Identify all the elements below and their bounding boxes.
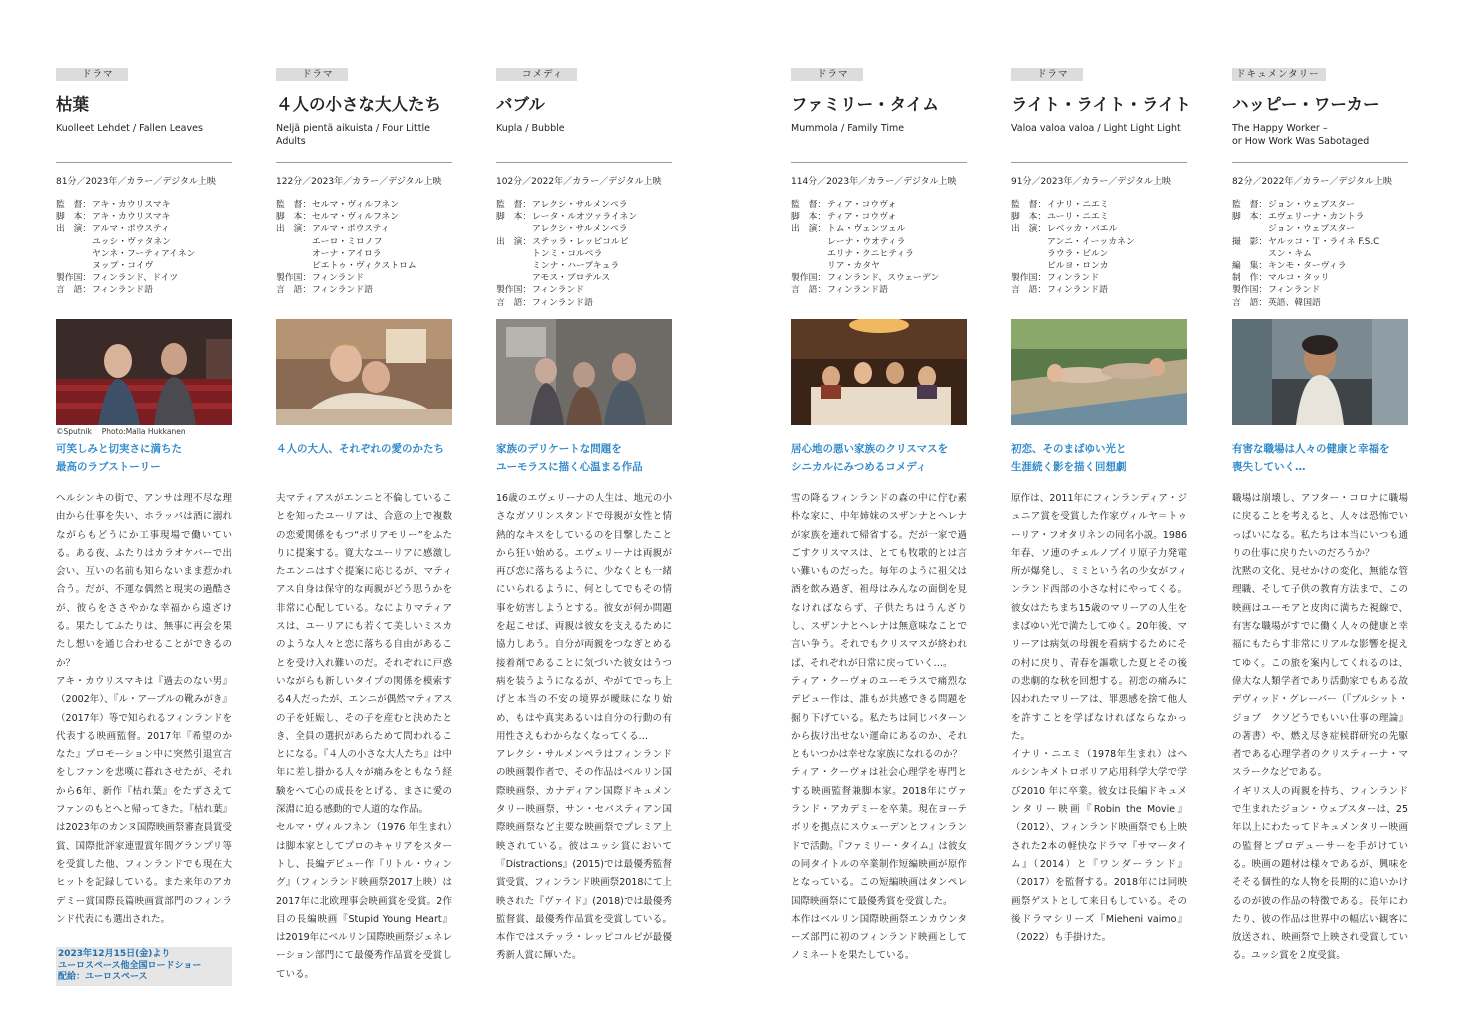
credit-row bbox=[1011, 223, 1187, 272]
credit-row bbox=[496, 236, 672, 285]
credit-label: 脚 本： bbox=[791, 212, 827, 223]
film-spec: 81分／2023年／カラー／デジタル上映 bbox=[56, 177, 216, 187]
credit-value: セルマ・ヴィルフネン bbox=[312, 212, 400, 223]
credit-label: 編 集： bbox=[1232, 261, 1268, 272]
credits bbox=[1011, 199, 1187, 319]
credit-value: イナリ・ニエミ bbox=[1047, 200, 1109, 210]
film-spec: 91分／2023年／カラー／デジタル上映 bbox=[1011, 177, 1171, 187]
film-column-5 bbox=[1011, 62, 1192, 947]
film-column-3 bbox=[496, 62, 672, 966]
credit-label: 言 語： bbox=[791, 285, 827, 296]
original-title: Kupla / Bubble bbox=[496, 123, 565, 134]
credit-label: 監 督： bbox=[276, 200, 312, 210]
credit-row bbox=[1232, 236, 1408, 260]
credit-value: アキ・カウリスマキ bbox=[92, 212, 171, 223]
synopsis bbox=[791, 490, 967, 966]
credit-label: 脚 本： bbox=[1011, 212, 1047, 223]
film-photo bbox=[1011, 319, 1187, 425]
synopsis-paragraph: イナリ・ニエミ（1978年生まれ）はヘルシンキメトロポリア応用科学大学で学び2010 年に卒業。彼女は長編ドキュメンタリー映画『Robin the Movie』（2012）、フィンランド映画祭でも上映された2本の軽快なドラマ『サマータイム』（2014）と『ワンダーランド』（2017）を監督する。2018年には同映画祭ゲストとして来日もしている。その後ドラマシリーズ『Mieheni vaimo』（2022）も手掛けた。 bbox=[1011, 749, 1187, 944]
credit-label: 監 督： bbox=[1232, 200, 1268, 210]
genre-label: ドキュメンタリー bbox=[1232, 68, 1326, 81]
credit-value: トム・ヴェンツェル レーナ・ウオティラ エリナ・クニヒティラ リア・カタヤ bbox=[827, 224, 914, 272]
film-title: ライト・ライト・ライト bbox=[1011, 95, 1192, 114]
credit-value: アキ・カウリスマキ bbox=[92, 200, 171, 210]
film-spec: 102分／2022年／カラー／デジタル上映 bbox=[496, 177, 662, 187]
synopsis-paragraph: 職場は崩壊し、アフター・コロナに職場に戻ることを考えると、人々は恐怖でいっぱいになる。私たちは本当にいつも通りの仕事に戻りたいのだろうか？ bbox=[1232, 493, 1408, 559]
synopsis-paragraph: アキ・カウリスマキは『過去のない男』（2002年）、『ル・アーブルの靴みがき』（2017年）等で知られるフィンランドを代表する映画監督。2017年『希望のかなた』プロモーション中に突然引退宣言をしファンを悲嘆に暮れさせたが、それから6年、新作『枯れ葉』をたずさえてファンのもとへと帰ってきた。『枯れ葉』は2023年のカンヌ国際映画祭審査員賞受賞、国際批評家連盟賞年間グランプリ等を受賞した他、フィンランドでも現在大ヒットを記録している。また来年のアカデミー賞国際長篇映画賞部門のフィンランド代表にも選出された。 bbox=[56, 675, 232, 925]
synopsis-paragraph: イギリス人の両親を持ち、フィンランドで生まれたジョン・ウェブスターは、25年以上にわたってドキュメンタリー映画の監督とプロデューサーを手がけている。映画の題材は様々であるが、興味をそそる個性的な人物を長期的に追いかけるのが彼の作品の特徴である。長年にわたり、彼の作品は世界中の幅広い観客に放送され、映画祭で上映され受賞している。ユッシ賞を２度受賞。 bbox=[1232, 785, 1408, 962]
credit-value: 英語、韓国語 bbox=[1268, 297, 1321, 308]
credit-label: 言 語： bbox=[496, 297, 532, 308]
credits bbox=[496, 199, 672, 319]
original-title: Kuolleet Lehdet / Fallen Leaves bbox=[56, 123, 203, 134]
credit-value: フィンランド bbox=[312, 273, 365, 284]
synopsis-paragraph: ティア・クーヴォのユーモラスで痛烈なデビュー作は、誰もが共感できる問題を掘り下げている。私たちは同じパターンから抜け出せない運命にあるのか、それともいつかは幸せな家族になれるのか？ bbox=[791, 675, 967, 761]
divider bbox=[791, 162, 967, 163]
credit-value: セルマ・ヴィルフネン bbox=[312, 200, 400, 210]
genre-label: ドラマ bbox=[276, 68, 348, 81]
synopsis bbox=[276, 490, 452, 984]
credit-row bbox=[791, 199, 967, 211]
credit-label: 出 演： bbox=[56, 224, 92, 235]
credit-label: 言 語： bbox=[1011, 285, 1047, 296]
credit-value: マルコ・タッリ bbox=[1268, 273, 1330, 284]
synopsis-paragraph: 雪の降るフィンランドの森の中に佇む素朴な家に、中年姉妹のスザンナとヘレナが家族を連れて帰省する。だが一家で過ごすクリスマスは、とても牧歌的とは言い難いものだった。毎年のように祖父は酒を飲み過ぎ、祖母はみんなの面倒を見なければならず、子供たちはうんざりし、スザンナとヘレナは無意味なことで言い争う。それでもクリスマスが終われば、それぞれが日常に戻っていく…。 bbox=[791, 493, 967, 669]
film-title: ファミリー・タイム bbox=[791, 95, 939, 114]
photo-credit bbox=[791, 427, 967, 441]
film-spec: 114分／2023年／カラー／デジタル上映 bbox=[791, 177, 957, 187]
lead-headline: 居心地の悪い家族のクリスマスを シニカルにみつめるコメディ bbox=[791, 443, 949, 473]
genre-label: コメディ bbox=[496, 68, 577, 81]
credit-row bbox=[1232, 211, 1408, 235]
credit-label: 出 演： bbox=[276, 224, 312, 235]
original-title: Mummola / Family Time bbox=[791, 123, 905, 134]
credit-value: ヤルッコ・Ｔ・ライネ F.S.C スン・キム bbox=[1268, 236, 1380, 259]
divider bbox=[276, 162, 452, 163]
release-info: 2023年12月15日(金)より ユーロスペース他全国ロードショー 配給：ユーロスペース bbox=[56, 947, 232, 986]
credit-row bbox=[276, 199, 452, 211]
synopsis bbox=[1232, 490, 1408, 966]
film-title: ハッピー・ワーカー bbox=[1232, 95, 1380, 114]
credit-value: ステッラ・レッピコルピ トンミ・コルペラ ミンナ・ハープキュラ アモス・ブロテルス bbox=[532, 236, 629, 284]
credit-value: フィンランド bbox=[532, 285, 585, 296]
synopsis-paragraph: ヘルシンキの街で、アンサは理不尽な理由から仕事を失い、ホラッパは酒に溺れながらもどうにか工事現場で働いている。ある夜、ふたりはカラオケバーで出会い、互いの名前も知らないまま惹かれ合う。だが、不運な偶然と現実の過酷さが、彼らをささやかな幸福から遠ざける。果たしてふたりは、無事に再会を果たし想いを通じ合わせることができるのか？ bbox=[56, 493, 232, 669]
credit-value: ユーリ・ニエミ bbox=[1047, 212, 1109, 223]
film-title: バブル bbox=[496, 95, 545, 114]
synopsis-paragraph: セルマ・ヴィルフネン（1976 年生まれ）は脚本家としてプロのキャリアをスタートし、長編デビュー作『リトル・ウィング』（フィンランド映画祭2017上映）は2017年に北欧理事会映画賞を受賞。2作目の長編映画『Stupid Young Heart』は2019年にベルリン国際映画祭ジェネレーション部門にて最優秀作品賞を受賞している。 bbox=[276, 822, 452, 980]
film-photo bbox=[496, 319, 672, 425]
photo-credit bbox=[1011, 427, 1187, 441]
credit-label: 制 作： bbox=[1232, 273, 1268, 284]
film-photo bbox=[56, 319, 232, 425]
genre-label: ドラマ bbox=[1011, 68, 1083, 81]
synopsis bbox=[56, 490, 232, 929]
film-photo bbox=[1232, 319, 1408, 425]
credit-row bbox=[1232, 260, 1408, 272]
credit-row bbox=[276, 211, 452, 223]
credit-value: フィンランド bbox=[1047, 273, 1100, 284]
original-title: Valoa valoa valoa / Light Light Light bbox=[1011, 123, 1181, 134]
film-title: 枯葉 bbox=[56, 95, 89, 114]
credit-label: 監 督： bbox=[496, 200, 532, 210]
credit-value: ジョン・ウェブスター bbox=[1268, 200, 1356, 210]
film-column-1 bbox=[56, 62, 232, 986]
credit-value: レベッカ・バエル アンニ・イーッカネン ラウラ・ビルン ピルヨ・ロンカ bbox=[1047, 224, 1135, 272]
credit-row bbox=[276, 223, 452, 272]
synopsis bbox=[1011, 490, 1187, 947]
credit-value: キンモ・ターヴィラ bbox=[1268, 261, 1347, 272]
credit-label: 脚 本： bbox=[276, 212, 312, 223]
synopsis-paragraph: 原作は、2011年にフィンランディア・ジュニア賞を受賞した作家ヴィルヤ＝トゥーリア・フオタリネンの同名小説。1986年春、ソ連のチェルノブイリ原子力発電所が爆発し、ミミという名の少女がフィンランド西部の小さな村にやってくる。彼女はたちまち15歳のマリーアの人生をまばゆい光で満たしてゆく。20年後、マリーアは病気の母親を看病するためにその村に戻り、青春を謳歌した夏とその後の悲劇的な秋を回想する。初恋の痛みに囚われたマリーアは、罪悪感を捨て他人を許すことを学ばなければならなかった。 bbox=[1011, 493, 1187, 742]
genre-label: ドラマ bbox=[56, 68, 128, 81]
synopsis-paragraph: アレクシ・サルメンペラはフィンランドの映画製作者で、その作品はベルリン国際映画祭、カナディアン国際ドキュメンタリー映画祭、サン・セバスティアン国際映画祭など主要な映画祭でプレミア上映されている。彼はユッシ賞において『Distractions』(2015)では最優秀監督賞受賞、フィンランド映画祭2018にて上映された『ヴァイド』(2018)では最優秀監督賞、最優秀作品賞を受賞している。本作ではステッラ・レッピコルピが最優秀新人賞に輝いた。 bbox=[496, 749, 672, 962]
credit-label: 撮 影： bbox=[1232, 236, 1268, 247]
credit-row bbox=[496, 199, 672, 211]
film-column-6 bbox=[1232, 62, 1408, 966]
credit-row bbox=[56, 284, 232, 296]
film-title: ４人の小さな大人たち bbox=[276, 95, 441, 114]
photo-credit bbox=[1232, 427, 1408, 441]
credit-row bbox=[1232, 297, 1408, 309]
credit-label: 出 演： bbox=[791, 224, 827, 235]
synopsis-paragraph: 16歳のエヴェリーナの人生は、地元の小さなガソリンスタンドで母親が女性と情熱的なキスをしているのを目撃したことから狂い始める。エヴェリーナは両親が再び恋に落ちるように、少なくとも一緒にいられるように、何としてでもその情事を妨害しようとする。彼女が何か問題を起こせば、両親は彼女を支えるために協力しあう。自分が両親をつなぎとめる接着剤であることに気づいた彼女はうつ病を装うようになるが、やがてでっち上げと本当の不安の境界が曖昧になり始め、もはや真実あるいは自分の行動の有用性さえもわからなくなってくる… bbox=[496, 493, 672, 742]
credits bbox=[1232, 199, 1408, 319]
synopsis-paragraph: 本作はベルリン国際映画祭エンカウンターズ部門に初のフィンランド映画としてノミネートを果たしている。 bbox=[791, 913, 967, 962]
credit-label: 脚 本： bbox=[56, 212, 92, 223]
credit-row bbox=[1011, 211, 1187, 223]
divider bbox=[1011, 162, 1187, 163]
synopsis-paragraph: 沈黙の文化、見せかけの変化、無能な管理職、そして子供の教育方法まで、この映画はユーモアと皮肉に満ちた視線で、有害な職場がすでに働く人々の健康と幸福にもたらす非常にリアルな影響を捉えてゆく。この旅を案内してくれるのは、偉大な人類学者であり活動家でもある故デヴィッド・グレーバー（『ブルシット・ジョブ クソどうでもいい仕事の理論』の著書）や、燃え尽き症候群研究の先駆者である心理学者のクリスティーナ・マスラークなどである。 bbox=[1232, 566, 1408, 779]
credit-row bbox=[1232, 199, 1408, 211]
credit-label: 製作国： bbox=[56, 273, 92, 284]
divider bbox=[1232, 162, 1408, 163]
credit-row bbox=[276, 272, 452, 284]
credit-row bbox=[1011, 272, 1187, 284]
film-photo bbox=[276, 319, 452, 425]
credits bbox=[276, 199, 452, 319]
photo-credit bbox=[276, 427, 452, 441]
credit-value: フィンランド bbox=[1268, 285, 1321, 296]
original-title: Neljä pientä aikuista / Four Little Adults bbox=[276, 123, 430, 147]
credit-row bbox=[56, 223, 232, 272]
credit-value: フィンランド語 bbox=[92, 285, 153, 296]
film-spec: 82分／2022年／カラー／デジタル上映 bbox=[1232, 177, 1392, 187]
lead-headline: 家族のデリケートな問題を ユーモラスに描く心温まる作品 bbox=[496, 443, 643, 473]
credit-row bbox=[496, 211, 672, 235]
credit-label: 製作国： bbox=[1232, 285, 1268, 296]
synopsis-paragraph: ティア・クーヴォは社会心理学を専門とする映画監督兼脚本家。2018年にヴァランド・アカデミーを卒業。現在ヨーテボリを拠点にスウェーデンとフィンランドで活動。『ファミリー・タイム』は彼女の同タイトルの卒業制作短編映画が原作となっている。この短編映画はタンペレ国際映画祭にて最優秀賞を受賞した。 bbox=[791, 767, 967, 907]
credit-label: 監 督： bbox=[791, 200, 827, 210]
lead-headline: 可笑しみと切実さに満ちた 最高のラブストーリー bbox=[56, 443, 182, 473]
credit-value: フィンランド、ドイツ bbox=[92, 273, 179, 284]
credit-row bbox=[496, 284, 672, 296]
credit-value: フィンランド語 bbox=[827, 285, 888, 296]
credit-row bbox=[56, 211, 232, 223]
credit-label: 言 語： bbox=[1232, 297, 1268, 308]
credit-row bbox=[276, 284, 452, 296]
credit-label: 製作国： bbox=[1011, 273, 1047, 284]
synopsis-paragraph: 夫マティアスがエンニと不倫していることを知ったユーリアは、合意の上で複数の恋愛関係をもつ“ポリアモリー”をふたりに提案する。寛大なユーリアに感激したエンニはすぐ提案に応じるが、マティアス自身は保守的な両親がどう思うかを非常に心配している。なによりマティアスは、ユーリアにも若くて美しいミスカのような人々と恋に落ちる自由があることを受け入れ難いのだ。それぞれに戸惑いながらも新しいタイプの関係を模索する4人だったが、エンニが偶然マティアスの子を妊娠し、その子を産むと決めたとき、全員の選択があらためて問われることになる。『４人の小さな大人たち』は中年に差し掛かる人々が痛みをともなう経験をへて心の成長をとげる、まさに愛の深淵に迫る感動的で人道的な作品。 bbox=[276, 493, 452, 816]
synopsis bbox=[496, 490, 672, 966]
credit-row bbox=[496, 297, 672, 309]
credit-row bbox=[56, 199, 232, 211]
credit-row bbox=[1232, 284, 1408, 296]
credit-row bbox=[1011, 199, 1187, 211]
credit-value: フィンランド語 bbox=[532, 297, 593, 308]
credit-label: 出 演： bbox=[1011, 224, 1047, 235]
film-column-2 bbox=[276, 62, 452, 984]
credit-label: 製作国： bbox=[276, 273, 312, 284]
credit-row bbox=[791, 211, 967, 223]
film-spec: 122分／2023年／カラー／デジタル上映 bbox=[276, 177, 442, 187]
credit-row bbox=[56, 272, 232, 284]
genre-label: ドラマ bbox=[791, 68, 863, 81]
credit-value: フィンランド語 bbox=[1047, 285, 1108, 296]
credit-label: 監 督： bbox=[56, 200, 92, 210]
lead-headline: ４人の大人、それぞれの愛のかたち bbox=[276, 443, 444, 455]
credit-label: 言 語： bbox=[276, 285, 312, 296]
credit-value: フィンランド、スウェーデン bbox=[827, 273, 940, 284]
credit-value: ティア・コウヴォ bbox=[827, 200, 897, 210]
original-title: The Happy Worker – or How Work Was Sabotaged bbox=[1232, 123, 1370, 147]
credit-value: レータ・ルオツァライネン アレクシ・サルメンペラ bbox=[532, 212, 638, 235]
credits bbox=[791, 199, 967, 319]
credit-label: 言 語： bbox=[56, 285, 92, 296]
credit-value: エヴェリーナ・カントラ ジョン・ウェブスター bbox=[1268, 212, 1365, 235]
lead-headline: 初恋、そのまばゆい光と 生涯続く影を描く回想劇 bbox=[1011, 443, 1127, 473]
credit-value: アレクシ・サルメンペラ bbox=[532, 200, 628, 210]
film-column-4 bbox=[791, 62, 967, 966]
credit-label: 出 演： bbox=[496, 236, 532, 247]
credit-label: 監 督： bbox=[1011, 200, 1047, 210]
credit-row bbox=[791, 223, 967, 272]
photo-credit bbox=[496, 427, 672, 441]
credit-value: アルマ・ポウスティ エーロ・ミロノフ オーナ・アイロラ ピエトゥ・ヴィクストロム bbox=[312, 224, 417, 272]
credit-row bbox=[1232, 272, 1408, 284]
credit-label: 脚 本： bbox=[496, 212, 532, 223]
divider bbox=[56, 162, 232, 163]
lead-headline: 有害な職場は人々の健康と幸福を 喪失していく… bbox=[1232, 443, 1390, 473]
credit-row bbox=[791, 272, 967, 284]
credit-value: フィンランド語 bbox=[312, 285, 373, 296]
credit-row bbox=[1011, 284, 1187, 296]
photo-credit: ©Sputnik Photo:Malla Hukkanen bbox=[56, 427, 186, 436]
divider bbox=[496, 162, 672, 163]
credit-value: アルマ・ポウスティ ユッシ・ヴァタネン ヤンネ・フーティアイネン ヌップ・コイヴ bbox=[92, 224, 196, 272]
credit-label: 製作国： bbox=[496, 285, 532, 296]
credit-label: 脚 本： bbox=[1232, 212, 1268, 223]
credit-label: 製作国： bbox=[791, 273, 827, 284]
credits bbox=[56, 199, 232, 319]
film-photo bbox=[791, 319, 967, 425]
credit-row bbox=[791, 284, 967, 296]
credit-value: ティア・コウヴォ bbox=[827, 212, 897, 223]
